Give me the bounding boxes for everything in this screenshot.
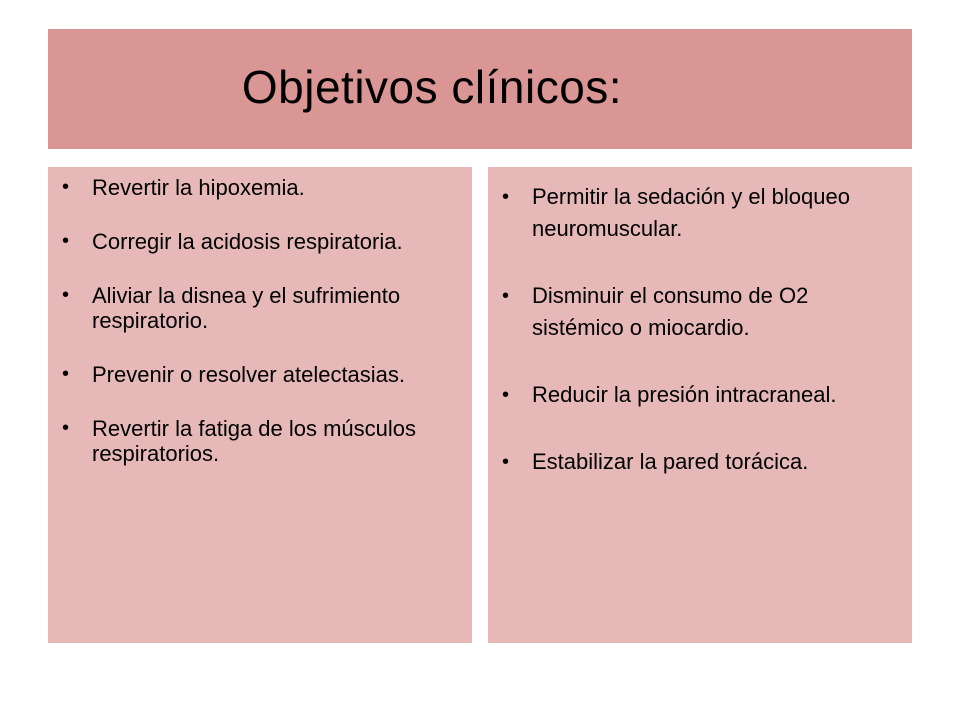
list-item bbox=[62, 416, 456, 466]
list-item-text: Disminuir el consumo de O2 sistémico o miocardio. bbox=[532, 283, 809, 340]
right-objectives-panel bbox=[488, 167, 912, 643]
bullet-icon: • bbox=[502, 186, 510, 208]
bullet-icon: • bbox=[62, 176, 70, 198]
list-item-text: Revertir la hipoxemia. bbox=[92, 175, 305, 200]
list-item bbox=[502, 280, 900, 344]
bullet-icon: • bbox=[502, 384, 510, 406]
list-item bbox=[62, 229, 456, 254]
list-item bbox=[502, 181, 900, 245]
list-item-text: Permitir la sedación y el bloqueo neuromuscular. bbox=[532, 184, 850, 241]
title-band bbox=[48, 29, 912, 149]
list-item-text: Reducir la presión intracraneal. bbox=[532, 382, 837, 407]
list-item-text: Revertir la fatiga de los músculos respiratorios. bbox=[92, 416, 417, 466]
bullet-icon: • bbox=[62, 363, 70, 385]
bullet-icon: • bbox=[502, 451, 510, 473]
bullet-icon: • bbox=[502, 285, 510, 307]
list-item bbox=[62, 175, 456, 200]
right-objectives-list bbox=[502, 181, 900, 478]
bullet-icon: • bbox=[62, 230, 70, 252]
list-item bbox=[62, 362, 456, 387]
list-item-text: Estabilizar la pared torácica. bbox=[532, 449, 809, 474]
left-objectives-panel bbox=[48, 167, 472, 643]
left-objectives-list bbox=[62, 175, 456, 466]
list-item-text: Corregir la acidosis respiratoria. bbox=[92, 229, 403, 254]
list-item-text: Aliviar la disnea y el sufrimiento respiratorio. bbox=[92, 283, 401, 333]
list-item bbox=[62, 283, 456, 333]
list-item bbox=[502, 446, 900, 478]
list-item-text: Prevenir o resolver atelectasias. bbox=[92, 362, 406, 387]
bullet-icon: • bbox=[62, 284, 70, 306]
bullet-icon: • bbox=[62, 417, 70, 439]
list-item bbox=[502, 379, 900, 411]
slide-title: Objetivos clínicos: bbox=[241, 61, 623, 113]
